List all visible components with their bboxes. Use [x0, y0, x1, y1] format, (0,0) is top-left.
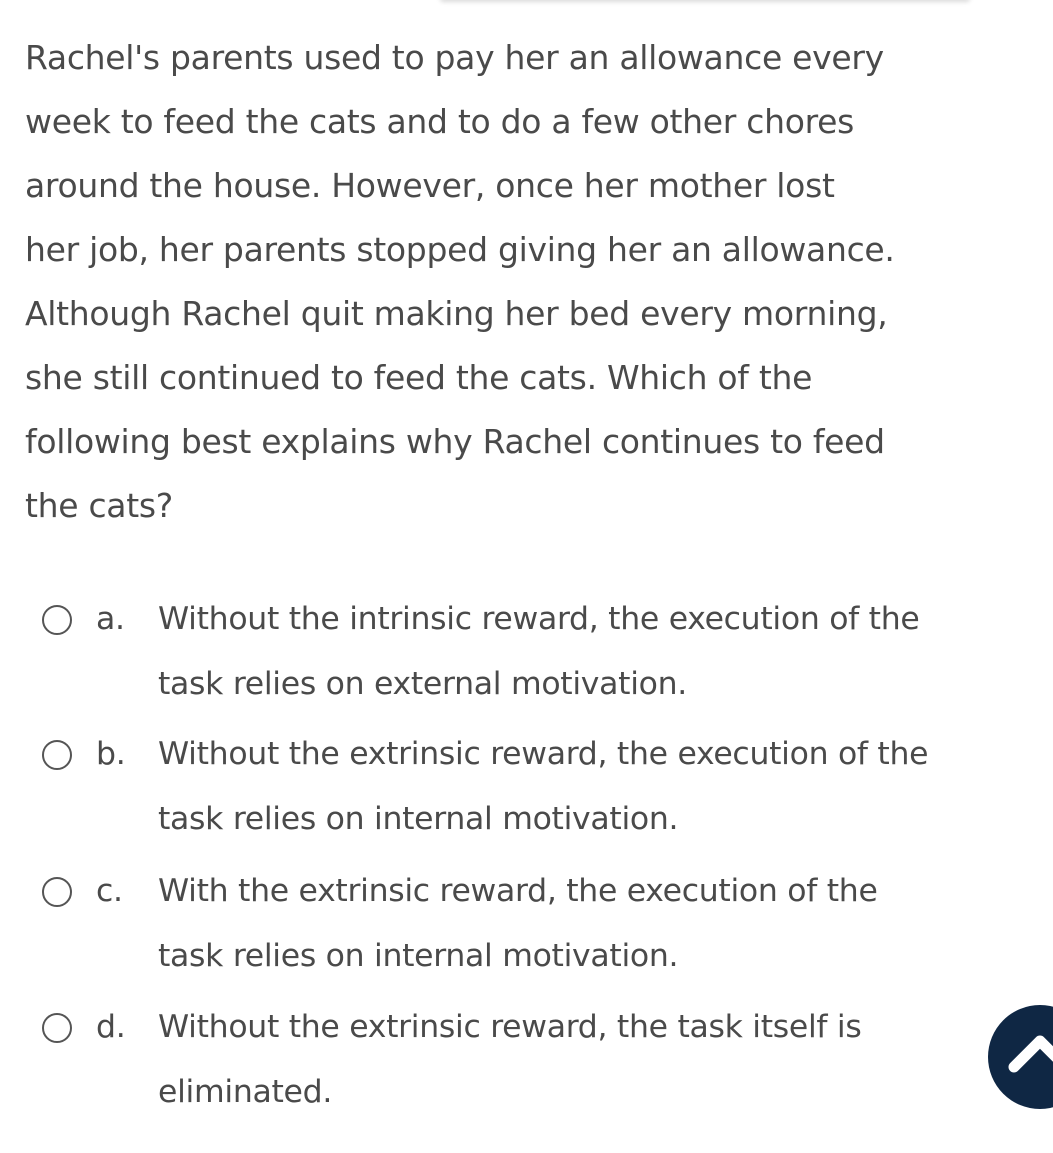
radio-unchecked-icon[interactable] — [42, 605, 72, 635]
question-line: Rachel's parents used to pay her an allowance every — [25, 38, 884, 77]
radio-unchecked-icon[interactable] — [42, 1013, 72, 1043]
option-text — [158, 859, 1018, 989]
chevron-up-icon — [1002, 1027, 1053, 1077]
question-line: she still continued to feed the cats. Which of the — [25, 358, 813, 397]
option-line: With the extrinsic reward, the execution of the — [158, 873, 878, 909]
question-line: Although Rachel quit making her bed every morning, — [25, 294, 888, 333]
question-text — [25, 26, 895, 538]
question-line: following best explains why Rachel continues to feed — [25, 422, 885, 461]
option-letter: c. — [96, 873, 123, 909]
radio-unchecked-icon[interactable] — [42, 877, 72, 907]
question-line: her job, her parents stopped giving her an allowance. — [25, 230, 895, 269]
question-line: the cats? — [25, 486, 173, 525]
option-line: task relies on internal motivation. — [158, 938, 679, 974]
radio-unchecked-icon[interactable] — [42, 740, 72, 770]
question-line: around the house. However, once her mother lost — [25, 166, 835, 205]
option-line: eliminated. — [158, 1074, 333, 1110]
option-text — [158, 995, 1018, 1125]
option-text — [158, 587, 1018, 717]
option-line: task relies on internal motivation. — [158, 801, 679, 837]
option-line: Without the intrinsic reward, the execution of the — [158, 601, 920, 637]
question-line: week to feed the cats and to do a few other chores — [25, 102, 855, 141]
option-letter: b. — [96, 736, 126, 772]
option-line: Without the extrinsic reward, the execution of the — [158, 736, 929, 772]
option-line: Without the extrinsic reward, the task itself is — [158, 1009, 862, 1045]
option-letter: d. — [96, 1009, 126, 1045]
option-line: task relies on external motivation. — [158, 666, 687, 702]
option-letter: a. — [96, 601, 125, 637]
option-text — [158, 722, 1018, 852]
